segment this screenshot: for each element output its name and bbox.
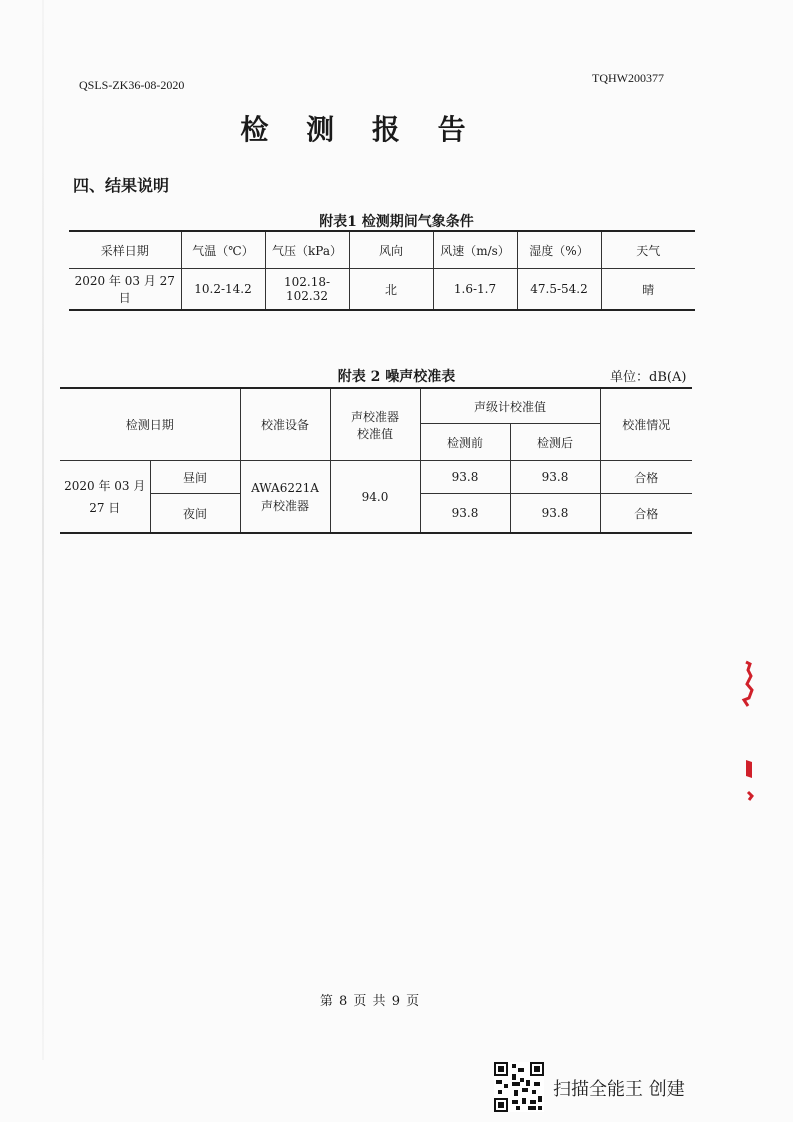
scan-edge-shadow [42, 0, 44, 1060]
section-heading: 四、结果说明 [73, 176, 170, 195]
table-cell: 93.8 [420, 494, 510, 534]
document-code: QSLS-ZK36-08-2020 [79, 78, 185, 92]
table-header-cell: 校准设备 [240, 388, 330, 461]
table-header-cell: 湿度（%） [517, 231, 601, 269]
table-header-cell: 检测日期 [60, 388, 240, 461]
table-header-cell: 声级计校准值 [420, 388, 600, 424]
table-cell: 102.18-102.32 [265, 269, 349, 311]
table-cell: 北 [349, 269, 433, 311]
table-header-cell: 检测前 [420, 424, 510, 461]
table-cell: 合格 [634, 506, 659, 521]
table-cell: 昼间 [150, 461, 240, 494]
table-cell: 93.8 [420, 461, 510, 494]
table-cell: 93.8 [510, 461, 600, 494]
table-row [60, 461, 692, 494]
table-header-row [60, 388, 692, 424]
table-header-cell: 天气 [601, 231, 695, 269]
table-row [69, 269, 695, 311]
table-cell: 晴 [642, 282, 655, 297]
noise-calibration-table [60, 387, 692, 534]
report-number: TQHW200377 [592, 71, 664, 85]
table-header-cell: 风速（m/s） [433, 231, 517, 269]
table-cell: 1.6-1.7 [433, 269, 517, 311]
table-header-cell: 校准情况 [600, 388, 692, 461]
table2-unit: 单位：dB(A) [610, 370, 687, 385]
table-header-cell: 采样日期 [69, 231, 181, 269]
page-title: 检 测 报 告 [240, 113, 480, 146]
table-header-cell: 气温（℃） [181, 231, 265, 269]
seal-stamp-fragment [740, 660, 754, 810]
table-cell: 94.0 [330, 461, 420, 534]
table-cell: 47.5-54.2 [517, 269, 601, 311]
table-cell: 合格 [600, 461, 692, 494]
page-number: 第 8 页 共 9 页 [319, 994, 421, 1009]
scanner-watermark: 扫描全能王 创建 [553, 1079, 685, 1100]
weather-conditions-table [69, 230, 695, 311]
table-cell: AWA6221A 声校准器 [240, 461, 330, 534]
table2-caption: 附表 2 噪声校准表 [337, 369, 456, 385]
table-cell: 2020 年 03 月 27 日 [69, 269, 181, 311]
table1-caption: 附表1 检测期间气象条件 [319, 214, 474, 230]
table-cell: 2020 年 03 月 27 日 [60, 461, 150, 534]
table-header-cell: 检测后 [510, 424, 600, 461]
table-cell: 93.8 [510, 494, 600, 534]
table-header-cell: 声校准器 校准值 [330, 388, 420, 461]
table-header-cell: 风向 [349, 231, 433, 269]
qr-code-icon [494, 1062, 544, 1112]
table-header-cell: 气压（kPa） [265, 231, 349, 269]
table-cell: 夜间 [150, 494, 240, 534]
table-cell: 10.2-14.2 [181, 269, 265, 311]
table-header-row [69, 231, 695, 269]
